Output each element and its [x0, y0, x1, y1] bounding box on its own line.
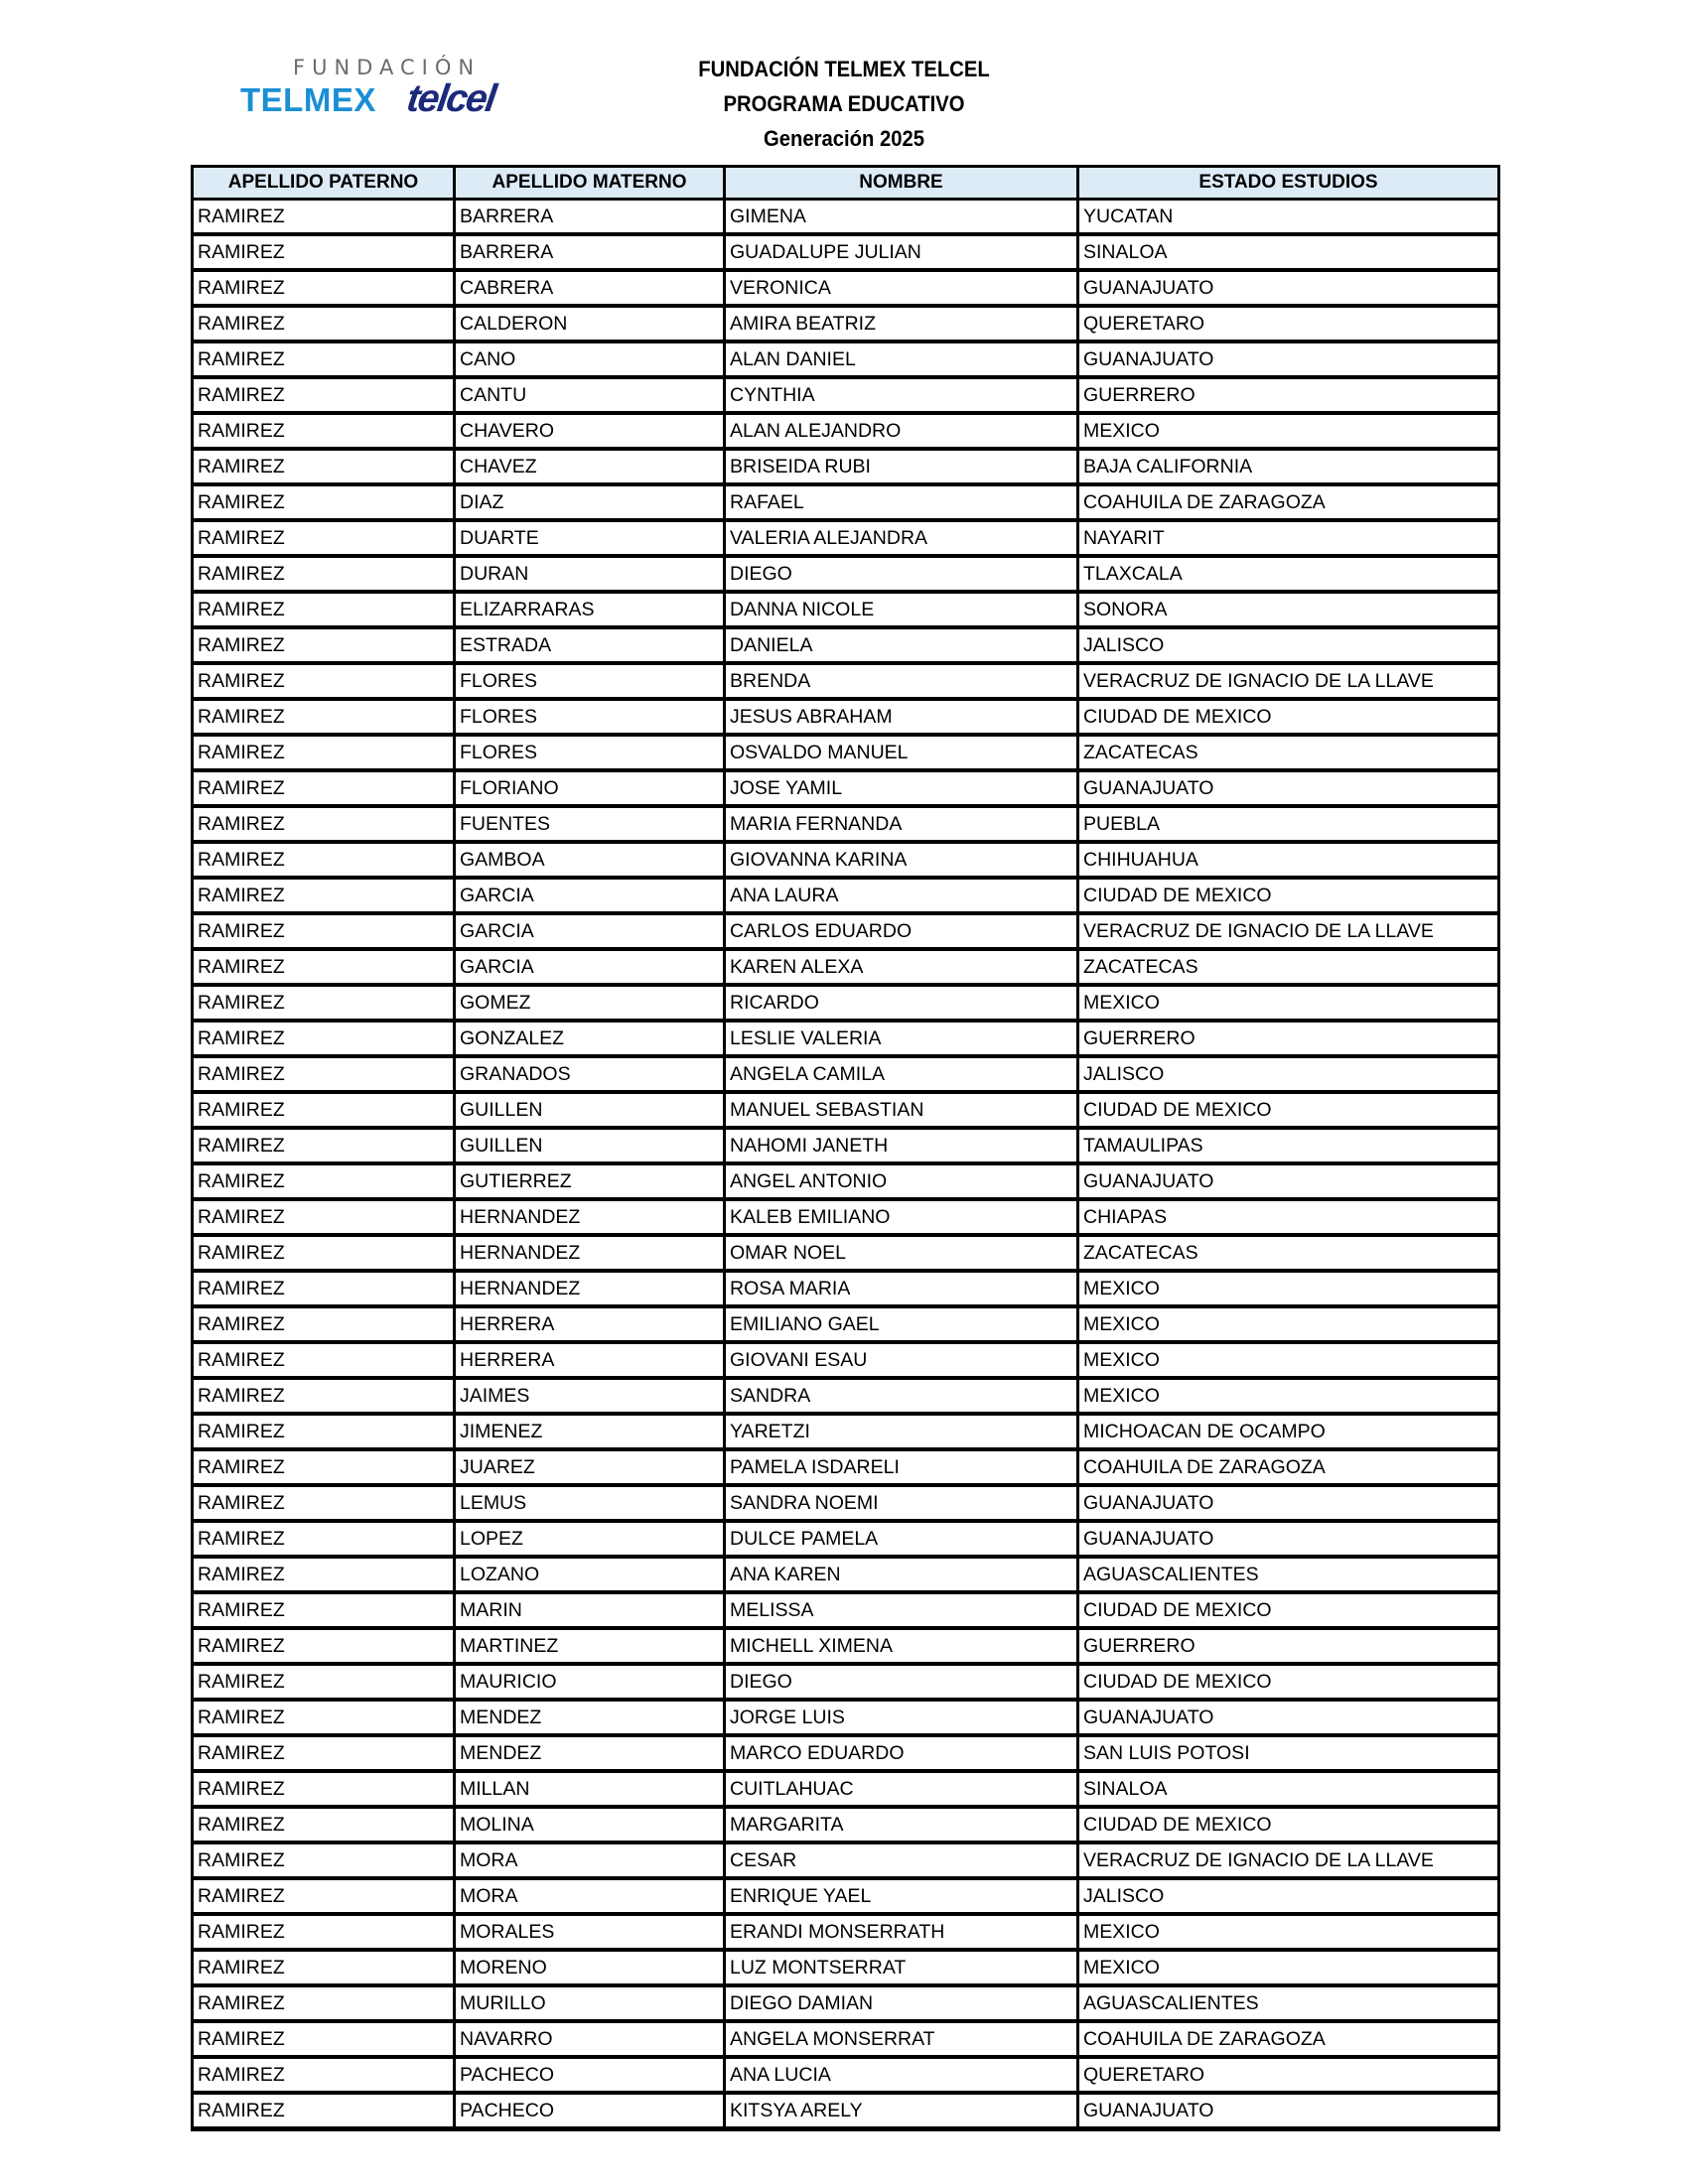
cell-apellido-materno: BARRERA	[455, 200, 725, 235]
cell-estado-estudios: MEXICO	[1078, 1914, 1499, 1950]
cell-estado-estudios: SONORA	[1078, 592, 1499, 627]
cell-apellido-materno: JAIMES	[455, 1378, 725, 1414]
cell-estado-estudios: GUERRERO	[1078, 377, 1499, 413]
table-row	[193, 1056, 1499, 1092]
cell-apellido-paterno: RAMIREZ	[193, 1521, 455, 1557]
table-row	[193, 1306, 1499, 1342]
table-row	[193, 878, 1499, 913]
cell-nombre: ANA LUCIA	[725, 2057, 1078, 2093]
cell-apellido-paterno: RAMIREZ	[193, 1878, 455, 1914]
cell-apellido-paterno: RAMIREZ	[193, 413, 455, 449]
table-row	[193, 663, 1499, 699]
cell-apellido-materno: GUILLEN	[455, 1092, 725, 1128]
cell-nombre: LUZ MONTSERRAT	[725, 1950, 1078, 1985]
column-header-apellido-paterno: APELLIDO PATERNO	[193, 167, 455, 200]
cell-nombre: MELISSA	[725, 1592, 1078, 1628]
cell-estado-estudios: GUANAJUATO	[1078, 1521, 1499, 1557]
cell-nombre: ALAN ALEJANDRO	[725, 413, 1078, 449]
cell-nombre: OMAR NOEL	[725, 1235, 1078, 1271]
cell-apellido-materno: FLORIANO	[455, 770, 725, 806]
cell-estado-estudios: SAN LUIS POTOSI	[1078, 1735, 1499, 1771]
cell-apellido-materno: DIAZ	[455, 484, 725, 520]
cell-nombre: DIEGO	[725, 556, 1078, 592]
cell-apellido-paterno: RAMIREZ	[193, 949, 455, 985]
cell-apellido-paterno: RAMIREZ	[193, 1449, 455, 1485]
cell-apellido-materno: LEMUS	[455, 1485, 725, 1521]
cell-estado-estudios: GUANAJUATO	[1078, 770, 1499, 806]
table-row	[193, 1985, 1499, 2021]
table-row	[193, 1271, 1499, 1306]
cell-apellido-paterno: RAMIREZ	[193, 341, 455, 377]
cell-apellido-materno: CHAVEZ	[455, 449, 725, 484]
cell-estado-estudios: GUANAJUATO	[1078, 341, 1499, 377]
cell-estado-estudios: MEXICO	[1078, 1306, 1499, 1342]
table-row	[193, 985, 1499, 1021]
cell-apellido-paterno: RAMIREZ	[193, 1771, 455, 1807]
cell-apellido-materno: MAURICIO	[455, 1664, 725, 1700]
cell-apellido-materno: JIMENEZ	[455, 1414, 725, 1449]
cell-apellido-materno: CABRERA	[455, 270, 725, 306]
cell-nombre: GIOVANI ESAU	[725, 1342, 1078, 1378]
cell-apellido-paterno: RAMIREZ	[193, 1628, 455, 1664]
cell-apellido-materno: GUTIERREZ	[455, 1163, 725, 1199]
cell-nombre: DANIELA	[725, 627, 1078, 663]
cell-estado-estudios: QUERETARO	[1078, 306, 1499, 341]
cell-apellido-paterno: RAMIREZ	[193, 878, 455, 913]
cell-nombre: GIMENA	[725, 200, 1078, 235]
cell-nombre: DIEGO DAMIAN	[725, 1985, 1078, 2021]
cell-estado-estudios: BAJA CALIFORNIA	[1078, 449, 1499, 484]
table-row	[193, 234, 1499, 270]
table-row	[193, 2057, 1499, 2093]
cell-nombre: MANUEL SEBASTIAN	[725, 1092, 1078, 1128]
table-row	[193, 1163, 1499, 1199]
table-row	[193, 592, 1499, 627]
cell-apellido-materno: MORALES	[455, 1914, 725, 1950]
cell-apellido-materno: LOPEZ	[455, 1521, 725, 1557]
table-row	[193, 1342, 1499, 1378]
cell-nombre: GUADALUPE JULIAN	[725, 234, 1078, 270]
cell-nombre: AMIRA BEATRIZ	[725, 306, 1078, 341]
cell-apellido-materno: DUARTE	[455, 520, 725, 556]
table-row	[193, 1843, 1499, 1878]
cell-apellido-paterno: RAMIREZ	[193, 735, 455, 770]
cell-nombre: SANDRA	[725, 1378, 1078, 1414]
cell-nombre: CUITLAHUAC	[725, 1771, 1078, 1807]
cell-apellido-paterno: RAMIREZ	[193, 1092, 455, 1128]
cell-apellido-paterno: RAMIREZ	[193, 627, 455, 663]
table-row	[193, 1128, 1499, 1163]
cell-nombre: GIOVANNA KARINA	[725, 842, 1078, 878]
cell-apellido-paterno: RAMIREZ	[193, 663, 455, 699]
cell-apellido-materno: MORENO	[455, 1950, 725, 1985]
cell-apellido-materno: MARTINEZ	[455, 1628, 725, 1664]
cell-apellido-paterno: RAMIREZ	[193, 1557, 455, 1592]
cell-nombre: KALEB EMILIANO	[725, 1199, 1078, 1235]
header-program: PROGRAMA EDUCATIVO	[723, 91, 965, 116]
cell-estado-estudios: JALISCO	[1078, 627, 1499, 663]
cell-estado-estudios: AGUASCALIENTES	[1078, 1557, 1499, 1592]
cell-apellido-materno: GAMBOA	[455, 842, 725, 878]
cell-nombre: RICARDO	[725, 985, 1078, 1021]
cell-apellido-materno: CANO	[455, 341, 725, 377]
table-row	[193, 1914, 1499, 1950]
table-row	[193, 556, 1499, 592]
cell-estado-estudios: MEXICO	[1078, 413, 1499, 449]
cell-estado-estudios: MEXICO	[1078, 1342, 1499, 1378]
table-row	[193, 1735, 1499, 1771]
cell-apellido-paterno: RAMIREZ	[193, 1914, 455, 1950]
table-row	[193, 1878, 1499, 1914]
logo-telcel-wordmark: telcel	[404, 77, 497, 120]
cell-nombre: ALAN DANIEL	[725, 341, 1078, 377]
table-row	[193, 770, 1499, 806]
cell-apellido-paterno: RAMIREZ	[193, 1163, 455, 1199]
cell-estado-estudios: CIUDAD DE MEXICO	[1078, 1807, 1499, 1843]
cell-estado-estudios: CIUDAD DE MEXICO	[1078, 699, 1499, 735]
table-row	[193, 1771, 1499, 1807]
students-table	[191, 165, 1500, 2131]
table-row	[193, 1485, 1499, 1521]
cell-estado-estudios: VERACRUZ DE IGNACIO DE LA LLAVE	[1078, 1843, 1499, 1878]
cell-apellido-materno: HERNANDEZ	[455, 1199, 725, 1235]
cell-apellido-materno: GARCIA	[455, 913, 725, 949]
cell-apellido-paterno: RAMIREZ	[193, 1378, 455, 1414]
column-header-nombre: NOMBRE	[725, 167, 1078, 200]
cell-apellido-materno: FLORES	[455, 699, 725, 735]
table-row	[193, 1378, 1499, 1414]
table-header-row	[193, 167, 1499, 200]
cell-apellido-materno: BARRERA	[455, 234, 725, 270]
cell-estado-estudios: MEXICO	[1078, 1950, 1499, 1985]
table-row	[193, 1592, 1499, 1628]
cell-nombre: JOSE YAMIL	[725, 770, 1078, 806]
cell-apellido-materno: HERNANDEZ	[455, 1235, 725, 1271]
cell-apellido-materno: GRANADOS	[455, 1056, 725, 1092]
cell-apellido-materno: GARCIA	[455, 949, 725, 985]
cell-estado-estudios: YUCATAN	[1078, 200, 1499, 235]
cell-apellido-materno: MENDEZ	[455, 1735, 725, 1771]
cell-apellido-paterno: RAMIREZ	[193, 1843, 455, 1878]
table-row	[193, 1021, 1499, 1056]
table-row	[193, 1414, 1499, 1449]
cell-apellido-paterno: RAMIREZ	[193, 1021, 455, 1056]
cell-apellido-materno: MOLINA	[455, 1807, 725, 1843]
cell-nombre: PAMELA ISDARELI	[725, 1449, 1078, 1485]
cell-apellido-materno: MILLAN	[455, 1771, 725, 1807]
logo-fundacion-text: FUNDACIÓN	[293, 56, 482, 79]
cell-apellido-paterno: RAMIREZ	[193, 377, 455, 413]
cell-estado-estudios: TLAXCALA	[1078, 556, 1499, 592]
column-header-apellido-materno: APELLIDO MATERNO	[455, 167, 725, 200]
cell-estado-estudios: GUANAJUATO	[1078, 2093, 1499, 2129]
cell-nombre: VALERIA ALEJANDRA	[725, 520, 1078, 556]
cell-apellido-materno: GOMEZ	[455, 985, 725, 1021]
cell-nombre: BRISEIDA RUBI	[725, 449, 1078, 484]
cell-apellido-materno: HERRERA	[455, 1342, 725, 1378]
cell-nombre: KAREN ALEXA	[725, 949, 1078, 985]
cell-apellido-paterno: RAMIREZ	[193, 1700, 455, 1735]
fundacion-telmex-telcel-logo	[238, 56, 546, 125]
table-row	[193, 1449, 1499, 1485]
table-row	[193, 1557, 1499, 1592]
cell-apellido-materno: MURILLO	[455, 1985, 725, 2021]
cell-apellido-materno: DURAN	[455, 556, 725, 592]
cell-nombre: VERONICA	[725, 270, 1078, 306]
cell-estado-estudios: PUEBLA	[1078, 806, 1499, 842]
cell-estado-estudios: CIUDAD DE MEXICO	[1078, 1092, 1499, 1128]
cell-apellido-materno: CALDERON	[455, 306, 725, 341]
cell-estado-estudios: AGUASCALIENTES	[1078, 1985, 1499, 2021]
cell-nombre: ANGELA MONSERRAT	[725, 2021, 1078, 2057]
cell-apellido-materno: GARCIA	[455, 878, 725, 913]
cell-nombre: ANGEL ANTONIO	[725, 1163, 1078, 1199]
cell-nombre: MARGARITA	[725, 1807, 1078, 1843]
cell-apellido-paterno: RAMIREZ	[193, 449, 455, 484]
cell-estado-estudios: MEXICO	[1078, 985, 1499, 1021]
cell-apellido-materno: HERRERA	[455, 1306, 725, 1342]
table-row	[193, 913, 1499, 949]
header-organization: FUNDACIÓN TELMEX TELCEL	[698, 57, 990, 81]
cell-estado-estudios: MEXICO	[1078, 1271, 1499, 1306]
cell-apellido-paterno: RAMIREZ	[193, 1807, 455, 1843]
cell-nombre: JORGE LUIS	[725, 1700, 1078, 1735]
cell-apellido-paterno: RAMIREZ	[193, 1664, 455, 1700]
cell-estado-estudios: ZACATECAS	[1078, 949, 1499, 985]
cell-apellido-paterno: RAMIREZ	[193, 270, 455, 306]
cell-apellido-paterno: RAMIREZ	[193, 1592, 455, 1628]
cell-estado-estudios: COAHUILA DE ZARAGOZA	[1078, 484, 1499, 520]
cell-estado-estudios: MICHOACAN DE OCAMPO	[1078, 1414, 1499, 1449]
cell-estado-estudios: SINALOA	[1078, 234, 1499, 270]
cell-apellido-materno: GONZALEZ	[455, 1021, 725, 1056]
table-row	[193, 520, 1499, 556]
cell-nombre: SANDRA NOEMI	[725, 1485, 1078, 1521]
cell-apellido-paterno: RAMIREZ	[193, 2093, 455, 2129]
cell-estado-estudios: VERACRUZ DE IGNACIO DE LA LLAVE	[1078, 913, 1499, 949]
cell-estado-estudios: JALISCO	[1078, 1878, 1499, 1914]
cell-nombre: OSVALDO MANUEL	[725, 735, 1078, 770]
cell-estado-estudios: GUERRERO	[1078, 1628, 1499, 1664]
cell-nombre: EMILIANO GAEL	[725, 1306, 1078, 1342]
cell-apellido-paterno: RAMIREZ	[193, 234, 455, 270]
cell-nombre: ERANDI MONSERRATH	[725, 1914, 1078, 1950]
cell-nombre: MARIA FERNANDA	[725, 806, 1078, 842]
cell-apellido-materno: FLORES	[455, 663, 725, 699]
cell-estado-estudios: MEXICO	[1078, 1378, 1499, 1414]
cell-estado-estudios: CIUDAD DE MEXICO	[1078, 878, 1499, 913]
table-row	[193, 341, 1499, 377]
cell-nombre: JESUS ABRAHAM	[725, 699, 1078, 735]
cell-estado-estudios: CIUDAD DE MEXICO	[1078, 1664, 1499, 1700]
table-row	[193, 842, 1499, 878]
cell-estado-estudios: QUERETARO	[1078, 2057, 1499, 2093]
table-row	[193, 1521, 1499, 1557]
table-row	[193, 1807, 1499, 1843]
column-header-estado-estudios: ESTADO ESTUDIOS	[1078, 167, 1499, 200]
cell-nombre: CESAR	[725, 1843, 1078, 1878]
cell-estado-estudios: ZACATECAS	[1078, 1235, 1499, 1271]
table-row	[193, 200, 1499, 235]
logo-telmex-wordmark: TELMEX	[240, 81, 376, 118]
cell-apellido-materno: JUAREZ	[455, 1449, 725, 1485]
cell-apellido-paterno: RAMIREZ	[193, 770, 455, 806]
table-row	[193, 806, 1499, 842]
cell-apellido-paterno: RAMIREZ	[193, 306, 455, 341]
cell-apellido-paterno: RAMIREZ	[193, 985, 455, 1021]
cell-apellido-materno: MENDEZ	[455, 1700, 725, 1735]
cell-apellido-paterno: RAMIREZ	[193, 806, 455, 842]
cell-apellido-materno: MARIN	[455, 1592, 725, 1628]
cell-nombre: KITSYA ARELY	[725, 2093, 1078, 2129]
table-row	[193, 1235, 1499, 1271]
table-row	[193, 1628, 1499, 1664]
cell-estado-estudios: SINALOA	[1078, 1771, 1499, 1807]
cell-apellido-paterno: RAMIREZ	[193, 484, 455, 520]
cell-apellido-paterno: RAMIREZ	[193, 1414, 455, 1449]
cell-apellido-paterno: RAMIREZ	[193, 913, 455, 949]
cell-apellido-materno: NAVARRO	[455, 2021, 725, 2057]
table-row	[193, 949, 1499, 985]
cell-nombre: ANA LAURA	[725, 878, 1078, 913]
header-generation: Generación 2025	[763, 126, 925, 151]
cell-estado-estudios: GUERRERO	[1078, 1021, 1499, 1056]
cell-apellido-materno: HERNANDEZ	[455, 1271, 725, 1306]
cell-nombre: LESLIE VALERIA	[725, 1021, 1078, 1056]
cell-apellido-paterno: RAMIREZ	[193, 842, 455, 878]
cell-nombre: ROSA MARIA	[725, 1271, 1078, 1306]
cell-estado-estudios: JALISCO	[1078, 1056, 1499, 1092]
cell-estado-estudios: ZACATECAS	[1078, 735, 1499, 770]
table-row	[193, 627, 1499, 663]
cell-estado-estudios: COAHUILA DE ZARAGOZA	[1078, 2021, 1499, 2057]
cell-nombre: DANNA NICOLE	[725, 592, 1078, 627]
cell-apellido-paterno: RAMIREZ	[193, 556, 455, 592]
cell-estado-estudios: CHIHUAHUA	[1078, 842, 1499, 878]
cell-nombre: ANGELA CAMILA	[725, 1056, 1078, 1092]
cell-apellido-materno: ELIZARRARAS	[455, 592, 725, 627]
cell-nombre: RAFAEL	[725, 484, 1078, 520]
cell-apellido-materno: FUENTES	[455, 806, 725, 842]
table-row	[193, 2021, 1499, 2057]
cell-apellido-paterno: RAMIREZ	[193, 1306, 455, 1342]
cell-apellido-paterno: RAMIREZ	[193, 1485, 455, 1521]
table-row	[193, 306, 1499, 341]
cell-estado-estudios: GUANAJUATO	[1078, 270, 1499, 306]
cell-apellido-materno: MORA	[455, 1843, 725, 1878]
cell-estado-estudios: CIUDAD DE MEXICO	[1078, 1592, 1499, 1628]
cell-nombre: CYNTHIA	[725, 377, 1078, 413]
cell-nombre: BRENDA	[725, 663, 1078, 699]
cell-apellido-paterno: RAMIREZ	[193, 1985, 455, 2021]
cell-apellido-paterno: RAMIREZ	[193, 699, 455, 735]
cell-apellido-materno: PACHECO	[455, 2057, 725, 2093]
cell-estado-estudios: GUANAJUATO	[1078, 1163, 1499, 1199]
cell-apellido-paterno: RAMIREZ	[193, 2021, 455, 2057]
cell-apellido-paterno: RAMIREZ	[193, 200, 455, 235]
cell-estado-estudios: GUANAJUATO	[1078, 1485, 1499, 1521]
cell-nombre: ENRIQUE YAEL	[725, 1878, 1078, 1914]
table-row	[193, 735, 1499, 770]
cell-estado-estudios: NAYARIT	[1078, 520, 1499, 556]
cell-apellido-materno: CHAVERO	[455, 413, 725, 449]
cell-apellido-paterno: RAMIREZ	[193, 520, 455, 556]
cell-apellido-paterno: RAMIREZ	[193, 1128, 455, 1163]
cell-nombre: CARLOS EDUARDO	[725, 913, 1078, 949]
cell-apellido-materno: PACHECO	[455, 2093, 725, 2129]
table-row	[193, 413, 1499, 449]
cell-estado-estudios: CHIAPAS	[1078, 1199, 1499, 1235]
cell-estado-estudios: COAHUILA DE ZARAGOZA	[1078, 1449, 1499, 1485]
table-row	[193, 449, 1499, 484]
cell-estado-estudios: GUANAJUATO	[1078, 1700, 1499, 1735]
table-row	[193, 1092, 1499, 1128]
table-body	[193, 200, 1499, 2129]
table-row	[193, 377, 1499, 413]
cell-nombre: MICHELL XIMENA	[725, 1628, 1078, 1664]
cell-apellido-paterno: RAMIREZ	[193, 1056, 455, 1092]
cell-apellido-materno: ESTRADA	[455, 627, 725, 663]
cell-nombre: NAHOMI JANETH	[725, 1128, 1078, 1163]
cell-apellido-paterno: RAMIREZ	[193, 1235, 455, 1271]
cell-apellido-materno: MORA	[455, 1878, 725, 1914]
table-row	[193, 2093, 1499, 2129]
table-row	[193, 484, 1499, 520]
table-row	[193, 1700, 1499, 1735]
cell-estado-estudios: VERACRUZ DE IGNACIO DE LA LLAVE	[1078, 663, 1499, 699]
document-header	[579, 52, 1109, 156]
cell-apellido-paterno: RAMIREZ	[193, 592, 455, 627]
cell-apellido-paterno: RAMIREZ	[193, 1735, 455, 1771]
table-row	[193, 270, 1499, 306]
cell-nombre: MARCO EDUARDO	[725, 1735, 1078, 1771]
cell-nombre: ANA KAREN	[725, 1557, 1078, 1592]
cell-apellido-paterno: RAMIREZ	[193, 1950, 455, 1985]
cell-apellido-paterno: RAMIREZ	[193, 2057, 455, 2093]
cell-nombre: DULCE PAMELA	[725, 1521, 1078, 1557]
cell-apellido-paterno: RAMIREZ	[193, 1271, 455, 1306]
table-row	[193, 1950, 1499, 1985]
cell-apellido-paterno: RAMIREZ	[193, 1342, 455, 1378]
cell-estado-estudios: TAMAULIPAS	[1078, 1128, 1499, 1163]
cell-apellido-paterno: RAMIREZ	[193, 1199, 455, 1235]
cell-nombre: YARETZI	[725, 1414, 1078, 1449]
cell-nombre: DIEGO	[725, 1664, 1078, 1700]
cell-apellido-materno: FLORES	[455, 735, 725, 770]
table-row	[193, 699, 1499, 735]
cell-apellido-materno: CANTU	[455, 377, 725, 413]
cell-apellido-materno: LOZANO	[455, 1557, 725, 1592]
table-row	[193, 1664, 1499, 1700]
cell-apellido-materno: GUILLEN	[455, 1128, 725, 1163]
table-row	[193, 1199, 1499, 1235]
